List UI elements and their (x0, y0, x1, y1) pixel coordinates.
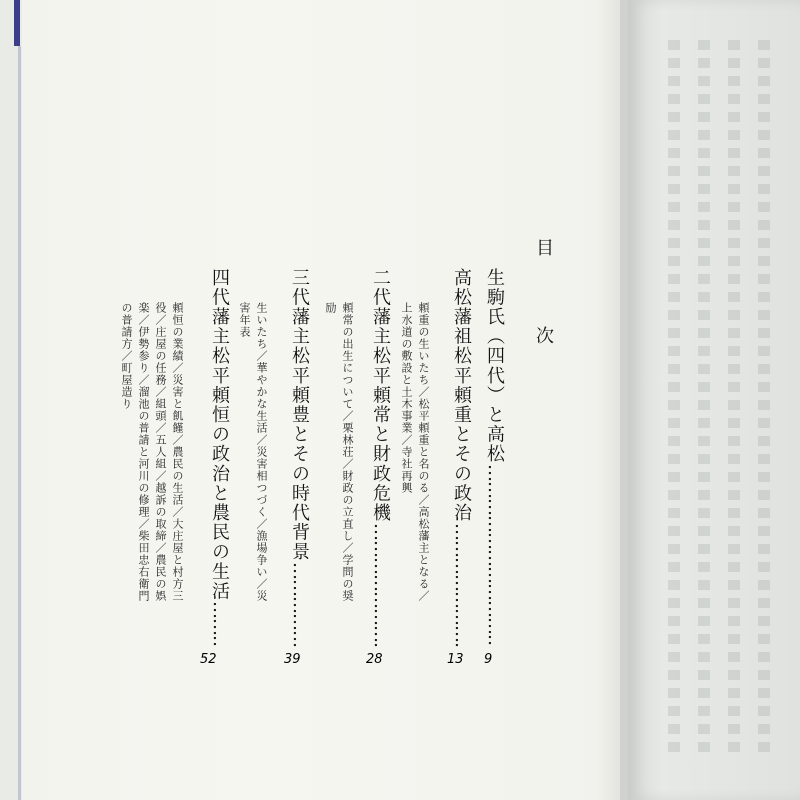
chapter-5-subtopics (118, 302, 186, 602)
cover-edge-shadow (18, 46, 21, 800)
subtopic-line: 頼重の生いたち／松平頼重と名のる／高松藩主となる／ (417, 302, 430, 602)
chapter-2-subtopics (398, 302, 432, 602)
subtopic-line: 楽／伊勢参り／溜池の普請と河川の修理／柴田忠右衛門 (137, 302, 150, 602)
chapter-1-entry (481, 268, 507, 648)
chapter-5-entry (206, 268, 232, 648)
dot-leader (484, 464, 505, 648)
table-of-contents-page (22, 0, 620, 800)
facing-page (628, 0, 800, 800)
bleed-through-text (698, 40, 710, 760)
subtopic-line: 頼恒の業績／災害と飢饉／農民の生活／大庄屋と村方三 (171, 302, 184, 602)
dot-leader (370, 523, 391, 648)
chapter-1-page: 9 (484, 652, 493, 667)
chapter-3-entry (367, 268, 393, 648)
chapter-4-entry (286, 268, 312, 648)
dot-leader (289, 562, 310, 648)
bleed-through-text (758, 40, 770, 760)
cover-edge (14, 0, 20, 46)
subtopic-line: 害年表 (238, 302, 251, 338)
chapter-5-title: 四代藩主松平頼恒の政治と農民の生活 (209, 268, 230, 602)
subtopic-line: 頼常の出生について／栗林荘／財政の立直し／学問の奨 (341, 302, 354, 602)
chapter-3-subtopics (322, 302, 356, 602)
subtopic-line: 上水道の敷設と土木事業／寺社再興 (400, 302, 413, 494)
subtopic-line: 励 (324, 302, 337, 314)
bleed-through-text (728, 40, 740, 760)
subtopic-line: 役／庄屋の任務／組頭／五人組／越訴の取締／農民の娯 (154, 302, 167, 602)
chapter-4-page: 39 (284, 652, 301, 667)
toc-heading: 目 次 (533, 238, 554, 370)
chapter-4-title: 三代藩主松平頼豊とその時代背景 (289, 268, 310, 562)
chapter-4-subtopics (236, 302, 270, 602)
chapter-3-page: 28 (366, 652, 383, 667)
dot-leader (451, 523, 472, 648)
subtopic-line: の普請方／町屋造り (120, 302, 133, 410)
chapter-2-page: 13 (447, 652, 464, 667)
subtopic-line: 生いたち／華やかな生活／災害相つづく／漁場争い／災 (255, 302, 268, 602)
chapter-5-page: 52 (200, 652, 217, 667)
chapter-2-title: 高松藩祖松平頼重とその政治 (451, 268, 472, 523)
chapter-3-title: 二代藩主松平頼常と財政危機 (370, 268, 391, 523)
chapter-2-entry (448, 268, 474, 648)
chapter-1-title: 生駒氏（四代）と高松 (484, 268, 505, 464)
bleed-through-text (668, 40, 680, 760)
dot-leader (209, 601, 230, 648)
